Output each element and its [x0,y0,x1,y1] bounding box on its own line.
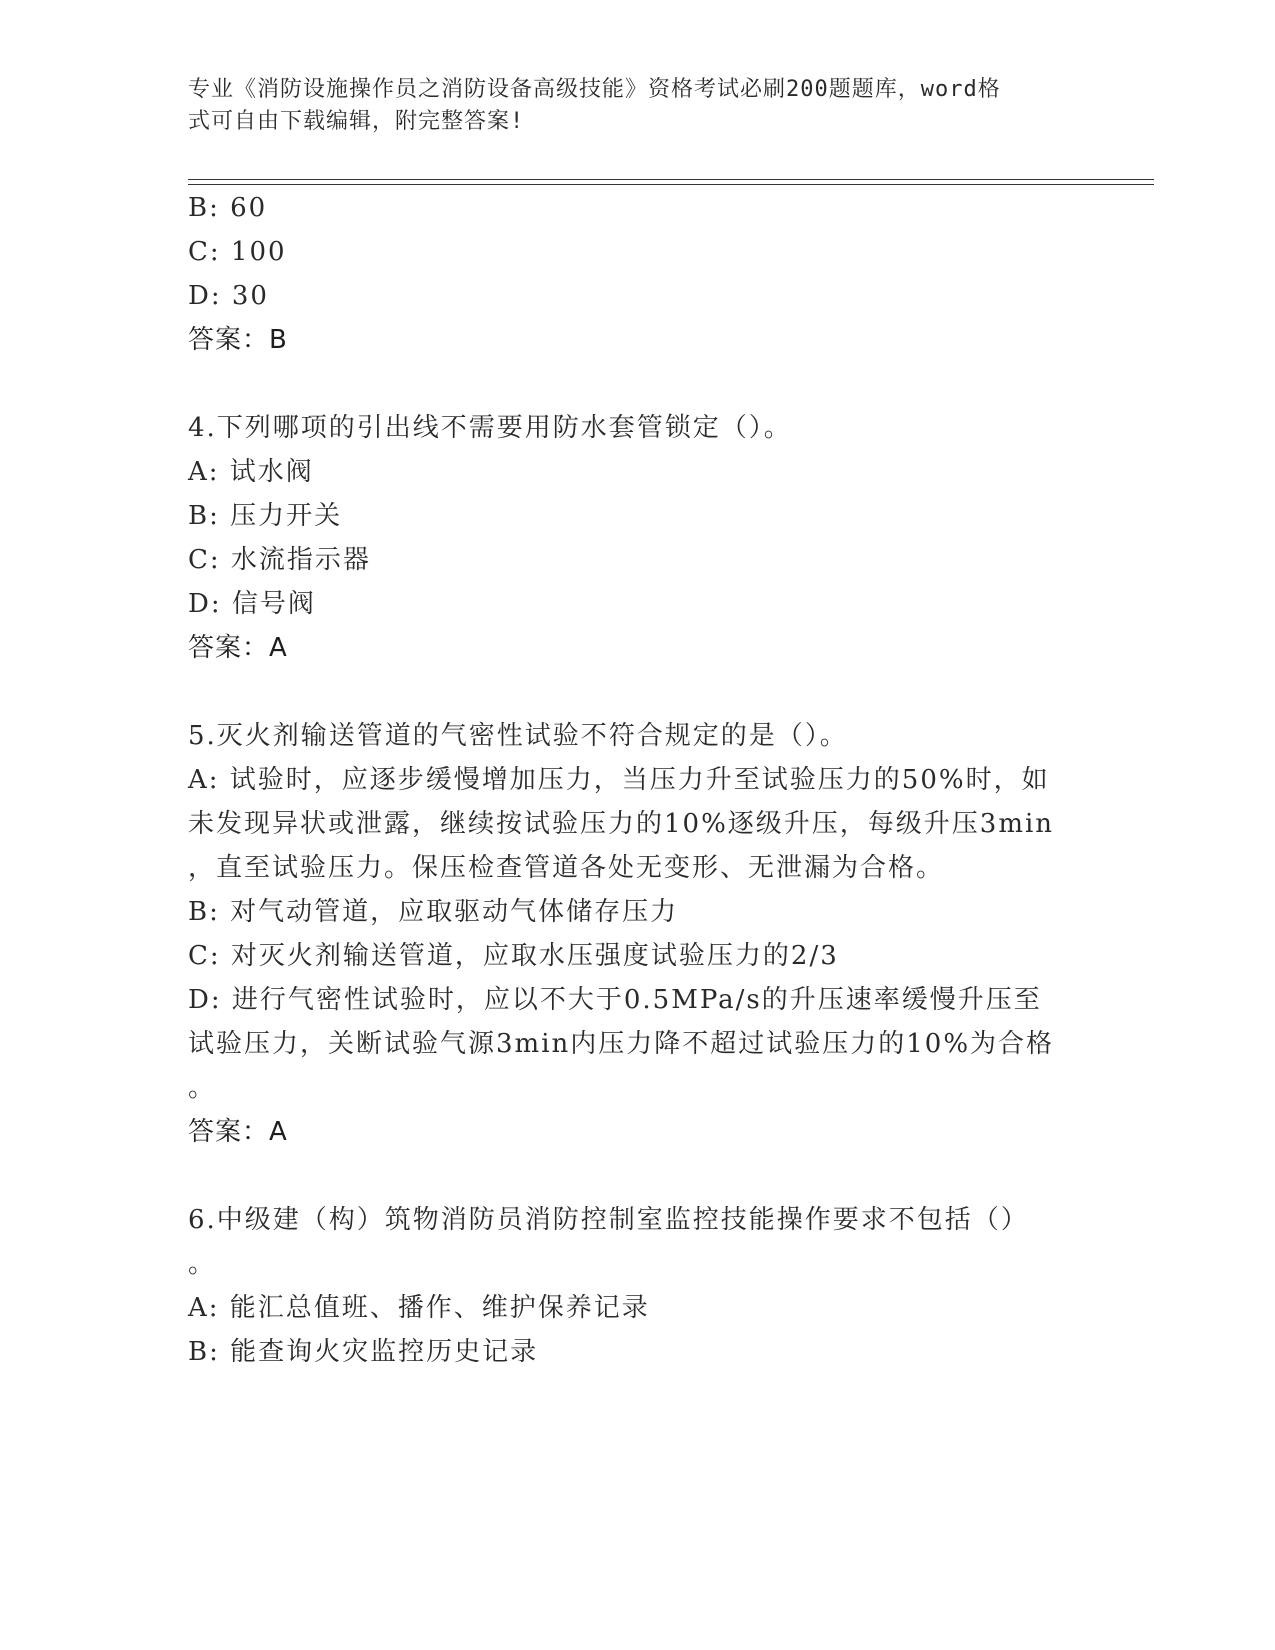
q6-stem-line-1: 6.中级建（构）筑物消防员消防控制室监控技能操作要求不包括（） [188,1205,1029,1235]
q3-answer: 答案：B [188,325,288,355]
q6-option-a: A: 能汇总值班、播作、维护保养记录 [188,1293,650,1323]
q5-answer: 答案：A [188,1117,288,1147]
q4-stem: 4.下列哪项的引出线不需要用防水套管锁定（）。 [188,413,792,443]
header-title-line-2: 式可自由下载编辑，附完整答案! [188,109,525,134]
document-header [188,74,1068,138]
q5-option-a-line-2: 未发现异状或泄露，继续按试验压力的10%逐级升压，每级升压3min [188,809,1055,839]
header-title-line-1: 专业《消防设施操作员之消防设备高级技能》资格考试必刷200题题库，word格 [188,77,1001,102]
q4-option-c: C: 水流指示器 [188,545,371,575]
q3-option-b: B: 60 [188,193,268,223]
q5-option-d-line-3: 。 [188,1073,217,1103]
q4-option-a: A: 试水阀 [188,457,314,487]
q4-answer: 答案：A [188,633,288,663]
q5-stem: 5.灭火剂输送管道的气密性试验不符合规定的是（）。 [188,721,848,751]
q5-option-a-line-1: A: 试验时，应逐步缓慢增加压力，当压力升至试验压力的50%时，如 [188,765,1050,795]
q5-option-d-line-2: 试验压力，关断试验气源3min内压力降不超过试验压力的10%为合格 [188,1029,1055,1059]
q3-option-c: C: 100 [188,237,287,267]
q5-option-c: C: 对灭火剂输送管道，应取水压强度试验压力的2/3 [188,941,839,971]
header-divider-bottom [188,184,1154,185]
q5-option-d-line-1: D: 进行气密性试验时，应以不大于0.5MPa/s的升压速率缓慢升压至 [188,985,1042,1015]
q4-option-b: B: 压力开关 [188,501,343,531]
header-divider-top [188,179,1154,180]
q3-option-d: D: 30 [188,281,269,311]
q6-stem-line-2: 。 [188,1249,217,1279]
q6-option-b: B: 能查询火灾监控历史记录 [188,1337,539,1367]
q5-option-b: B: 对气动管道，应取驱动气体储存压力 [188,897,679,927]
q4-option-d: D: 信号阀 [188,589,316,619]
q5-option-a-line-3: ，直至试验压力。保压检查管道各处无变形、无泄漏为合格。 [188,853,945,883]
